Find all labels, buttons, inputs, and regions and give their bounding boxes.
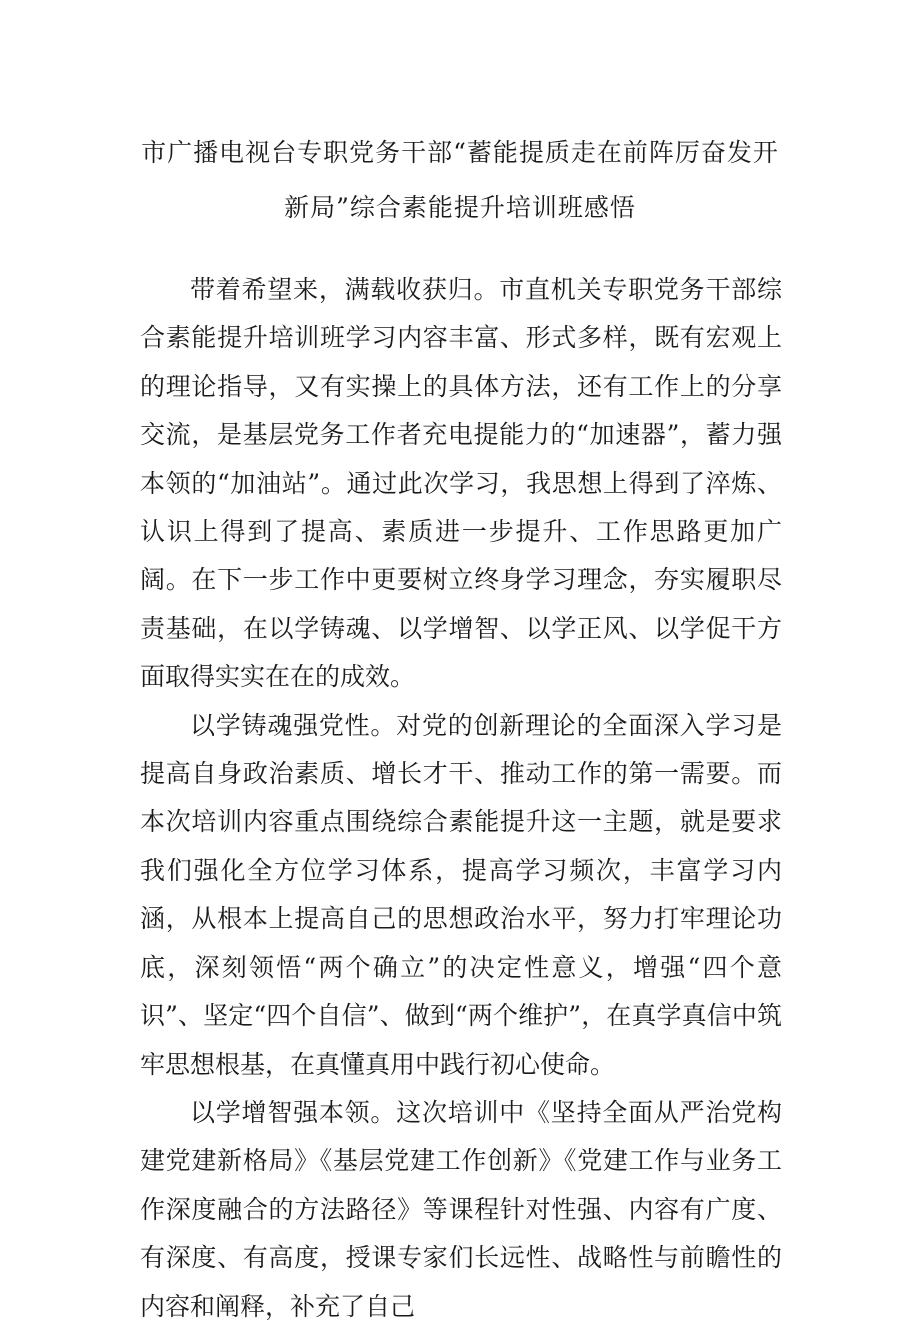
document-title-line-2: 新局”综合素能提升培训班感悟 [284, 193, 636, 222]
document-body [140, 266, 782, 1331]
paragraph-party-spirit: 以学铸魂强党性。对党的创新理论的全面深入学习是提高自身政治素质、增长才干、推动工作的第一需要。而本次培训内容重点围绕综合素能提升这一主题，就是要求我们强化全方位学习体系，提高学习频次，丰富学习内涵，从根本上提高自己的思想政治水平，努力打牢理论功底，深刻领悟“两个确立”的决定性意义，增强“四个意识”、坚定“四个自信”、做到“两个维护”，在真学真信中筑牢思想根基，在真懂真用中践行初心使命。 [140, 710, 782, 1079]
paragraph-intro: 带着希望来，满载收获归。市直机关专职党务干部综合素能提升培训班学习内容丰富、形式多样，既有宏观上的理论指导，又有实操上的具体方法，还有工作上的分享交流，是基层党务工作者充电提能力的“加速器”，蓄力强本领的“加油站”。通过此次学习，我思想上得到了淬炼、认识上得到了提高、素质进一步提升、工作思路更加广阔。在下一步工作中更要树立终身学习理念，夯实履职尽责基础，在以学铸魂、以学增智、以学正风、以学促干方面取得实实在在的成效。 [140, 275, 782, 692]
paragraph-skills: 以学增智强本领。这次培训中《坚持全面从严治党构建党建新格局》《基层党建工作创新》《党建工作与业务工作深度融合的方法路径》等课程针对性强、内容有广度、有深度、有高度，授课专家们长远性、战略性与前瞻性的内容和阐释，补充了自己 [140, 1097, 782, 1321]
document-title-line-1: 市广播电视台专职党务干部“蓄能提质走在前阵厉奋发开 [141, 138, 779, 167]
